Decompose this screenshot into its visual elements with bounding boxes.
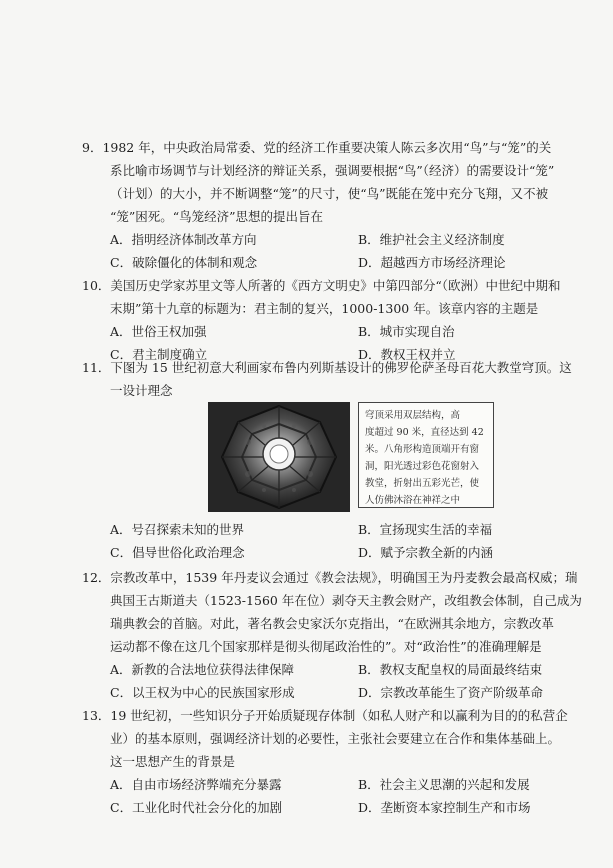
question-stem-line: 典国王古斯道夫（1523-1560 年在位）剥夺天主教会财产，改组教会体制，自己成为: [110, 593, 582, 608]
option-d[interactable]: D．超越西方市场经济理论: [358, 255, 506, 270]
caption-line: 度超过 90 米，直径达到 42: [365, 427, 484, 438]
question-stem-line: 运动都不像在这几个国家那样是彻头彻尾政治性的”。对“政治性”的准确理解是: [110, 639, 542, 654]
question-stem-line: 1982 年，中央政治局常委、党的经济工作重要决策人陈云多次用“鸟”与“笼”的关: [102, 140, 552, 155]
question-11-options: [96, 518, 582, 564]
option-a[interactable]: A．新教的合法地位获得法律保障: [110, 662, 295, 677]
option-c[interactable]: C．工业化时代社会分化的加剧: [110, 800, 283, 815]
option-c[interactable]: C．倡导世俗化政治理念: [110, 545, 245, 560]
question-number: 13．: [82, 708, 111, 723]
option-d[interactable]: D．赋予宗教全新的内涵: [358, 545, 494, 560]
question-number: 11．: [82, 360, 111, 375]
option-d[interactable]: D．宗教改革能生了资产阶级革命: [358, 685, 544, 700]
option-d[interactable]: D．垄断资本家控制生产和市场: [358, 800, 531, 815]
question-stem-line: 系比喻市场调节与计划经济的辩证关系，强调要根据“鸟”（经济）的需要设计“笼”: [110, 163, 555, 178]
cathedral-dome-figure: [208, 402, 496, 512]
option-a[interactable]: A．世俗王权加强: [110, 324, 207, 339]
option-d[interactable]: D．教权王权并立: [358, 347, 456, 362]
option-a[interactable]: A．指明经济体制改革方向: [110, 232, 257, 247]
question-10: [82, 274, 582, 366]
question-stem-line: “笼”困死。“鸟笼经济”思想的提出旨在: [110, 209, 324, 224]
caption-line: 穹顶采用双层结构，高: [365, 410, 461, 421]
question-stem-line: 下图为 15 世纪初意大利画家布鲁内列斯基设计的佛罗伦萨圣母百花大教堂穹顶。这: [110, 360, 572, 375]
question-12: [82, 566, 582, 704]
question-stem-line: 瑞典教会的首脑。对此，著名教会史家沃尔克指出，“在欧洲其余地方，宗教改革: [110, 616, 554, 631]
question-number: 12．: [82, 570, 111, 585]
question-stem-line: 美国历史学家苏里文等人所著的《西方文明史》中第四部分“（欧洲）中世纪中期和: [110, 278, 561, 293]
option-a[interactable]: A．号召探索未知的世界: [110, 522, 245, 537]
question-stem-line: 末期”第十九章的标题为：君主制的复兴，1000-1300 年。该章内容的主题是: [110, 301, 539, 316]
figure-caption-box: [358, 402, 494, 508]
caption-line: 洞，阳光透过彩色花窗射入: [365, 461, 480, 472]
option-b[interactable]: B．社会主义思潮的兴起和发展: [358, 777, 530, 792]
option-a[interactable]: A．自由市场经济弊端充分暴露: [110, 777, 282, 792]
caption-line: 人仿佛沐浴在神祥之中: [365, 495, 461, 506]
dome-photo: [208, 402, 350, 512]
question-13: [82, 704, 582, 819]
question-stem-line: 业）的基本原则，强调经济计划的必要性，主张社会要建立在合作和集体基础上。: [110, 731, 561, 746]
question-stem-line: 19 世纪初，一些知识分子开始质疑现存体制（如私人财产和以赢利为目的的私营企: [110, 708, 568, 723]
caption-line: 米。八角形构造顶端开有窗: [365, 444, 480, 455]
question-stem-line: 一设计理念: [110, 383, 173, 398]
option-b[interactable]: B．教权支配皇权的局面最终结束: [358, 662, 543, 677]
option-c[interactable]: C．以王权为中心的民族国家形成: [110, 685, 295, 700]
caption-line: 教堂，折射出五彩光芒，使: [365, 478, 480, 489]
option-b[interactable]: B．城市实现自治: [358, 324, 455, 339]
question-stem-line: 宗教改革中，1539 年丹麦议会通过《教会法规》，明确国王为丹麦教会最高权威；瑞: [110, 570, 578, 585]
option-b[interactable]: B．维护社会主义经济制度: [358, 232, 505, 247]
option-c[interactable]: C．破除僵化的体制和观念: [110, 255, 258, 270]
question-stem-line: 这一思想产生的背景是: [110, 754, 236, 769]
option-c[interactable]: C．君主制度确立: [110, 347, 208, 362]
option-b[interactable]: B．宣扬现实生活的幸福: [358, 522, 493, 537]
question-9: [82, 136, 582, 274]
dome-illustration: [208, 402, 350, 512]
question-number: 9．: [82, 140, 103, 155]
question-number: 10．: [82, 278, 111, 293]
question-11: [82, 356, 582, 402]
question-stem-line: （计划）的大小，并不断调整“笼”的尺寸，使“鸟”既能在笼中充分飞翔，又不被: [110, 186, 549, 201]
